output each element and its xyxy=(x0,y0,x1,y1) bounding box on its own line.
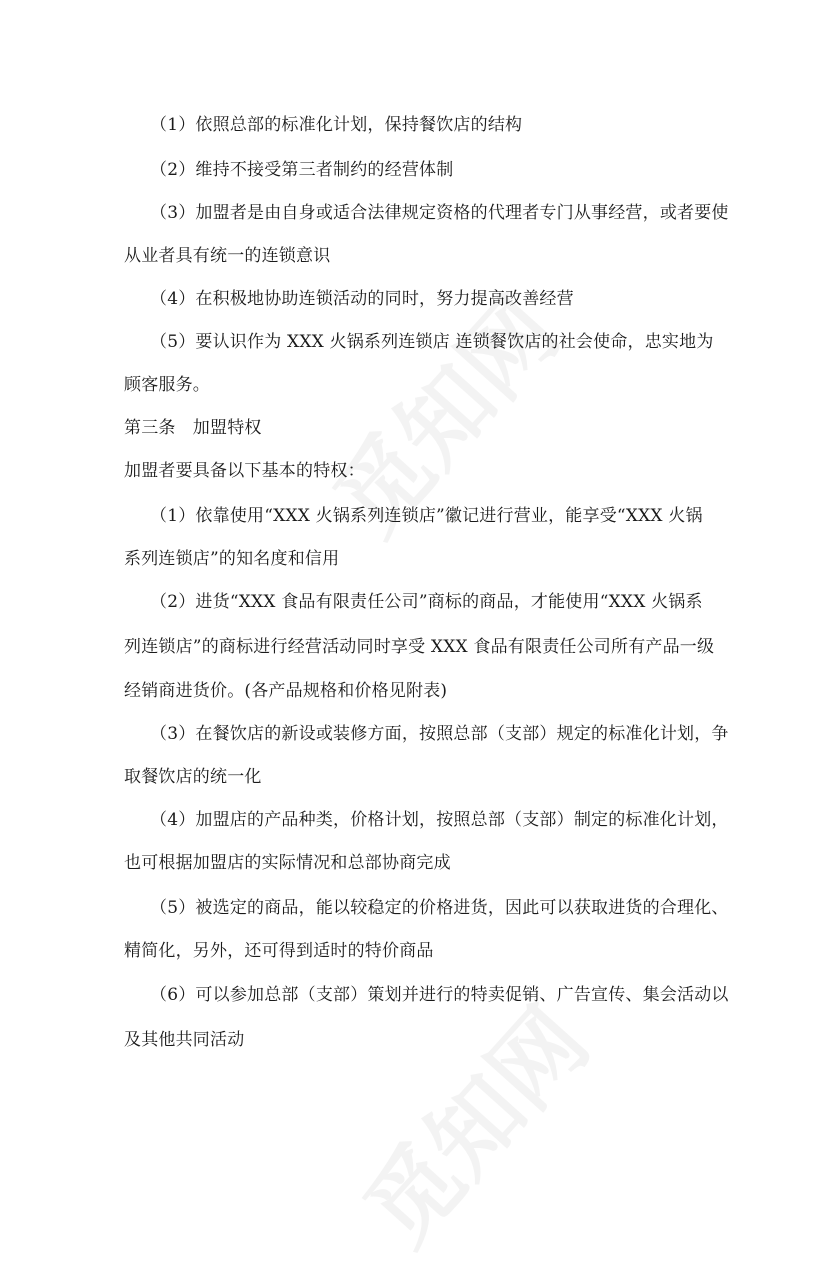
clause-line: 顾客服务。 xyxy=(124,375,210,395)
clause-line: 精简化，另外，还可得到适时的特价商品 xyxy=(124,941,434,961)
clause-line: （1）依照总部的标准化计划，保持餐饮店的结构 xyxy=(150,115,523,135)
clause-line: （2）进货“XXX 食品有限责任公司”商标的商品，才能使用“XXX 火锅系 xyxy=(150,592,703,612)
clause-line: 及其他共同活动 xyxy=(124,1030,245,1050)
clause-line: 系列连锁店”的知名度和信用 xyxy=(124,549,340,569)
clause-line: 经销商进货价。(各产品规格和价格见附表) xyxy=(124,681,448,701)
clause-line: （3）加盟者是由自身或适合法律规定资格的代理者专门从事经营，或者要使 xyxy=(150,203,729,223)
clause-line: （2）维持不接受第三者制约的经营体制 xyxy=(150,160,454,180)
watermark xyxy=(330,975,613,1268)
clause-line: （3）在餐饮店的新设或装修方面，按照总部（支部）规定的标准化计划，争 xyxy=(150,724,729,744)
clause-line: （1）依靠使用“XXX 火锅系列连锁店”徽记进行营业，能享受“XXX 火锅 xyxy=(150,506,703,526)
clause-line: 列连锁店”的商标进行经营活动同时享受 XXX 食品有限责任公司所有产品一级 xyxy=(124,637,715,657)
clause-line: 取餐饮店的统一化 xyxy=(124,767,262,787)
clause-line: （4）在积极地协助连锁活动的同时，努力提高改善经营 xyxy=(150,289,574,309)
clause-line: 加盟者要具备以下基本的特权： xyxy=(124,461,365,481)
section-heading: 第三条 加盟特权 xyxy=(124,418,262,438)
clause-line: （5）被选定的商品，能以较稳定的价格进货，因此可以获取进货的合理化、 xyxy=(150,898,729,918)
clause-line: 从业者具有统一的连锁意识 xyxy=(124,246,331,266)
clause-line: （6）可以参加总部（支部）策划并进行的特卖促销、广告宣传、集会活动以 xyxy=(150,985,729,1005)
clause-line: 也可根据加盟店的实际情况和总部协商完成 xyxy=(124,853,451,873)
clause-line: （4）加盟店的产品种类，价格计划，按照总部（支部）制定的标准化计划， xyxy=(150,810,729,830)
clause-line: （5）要认识作为 XXX 火锅系列连锁店 连锁餐饮店的社会使命，忠实地为 xyxy=(150,332,714,352)
